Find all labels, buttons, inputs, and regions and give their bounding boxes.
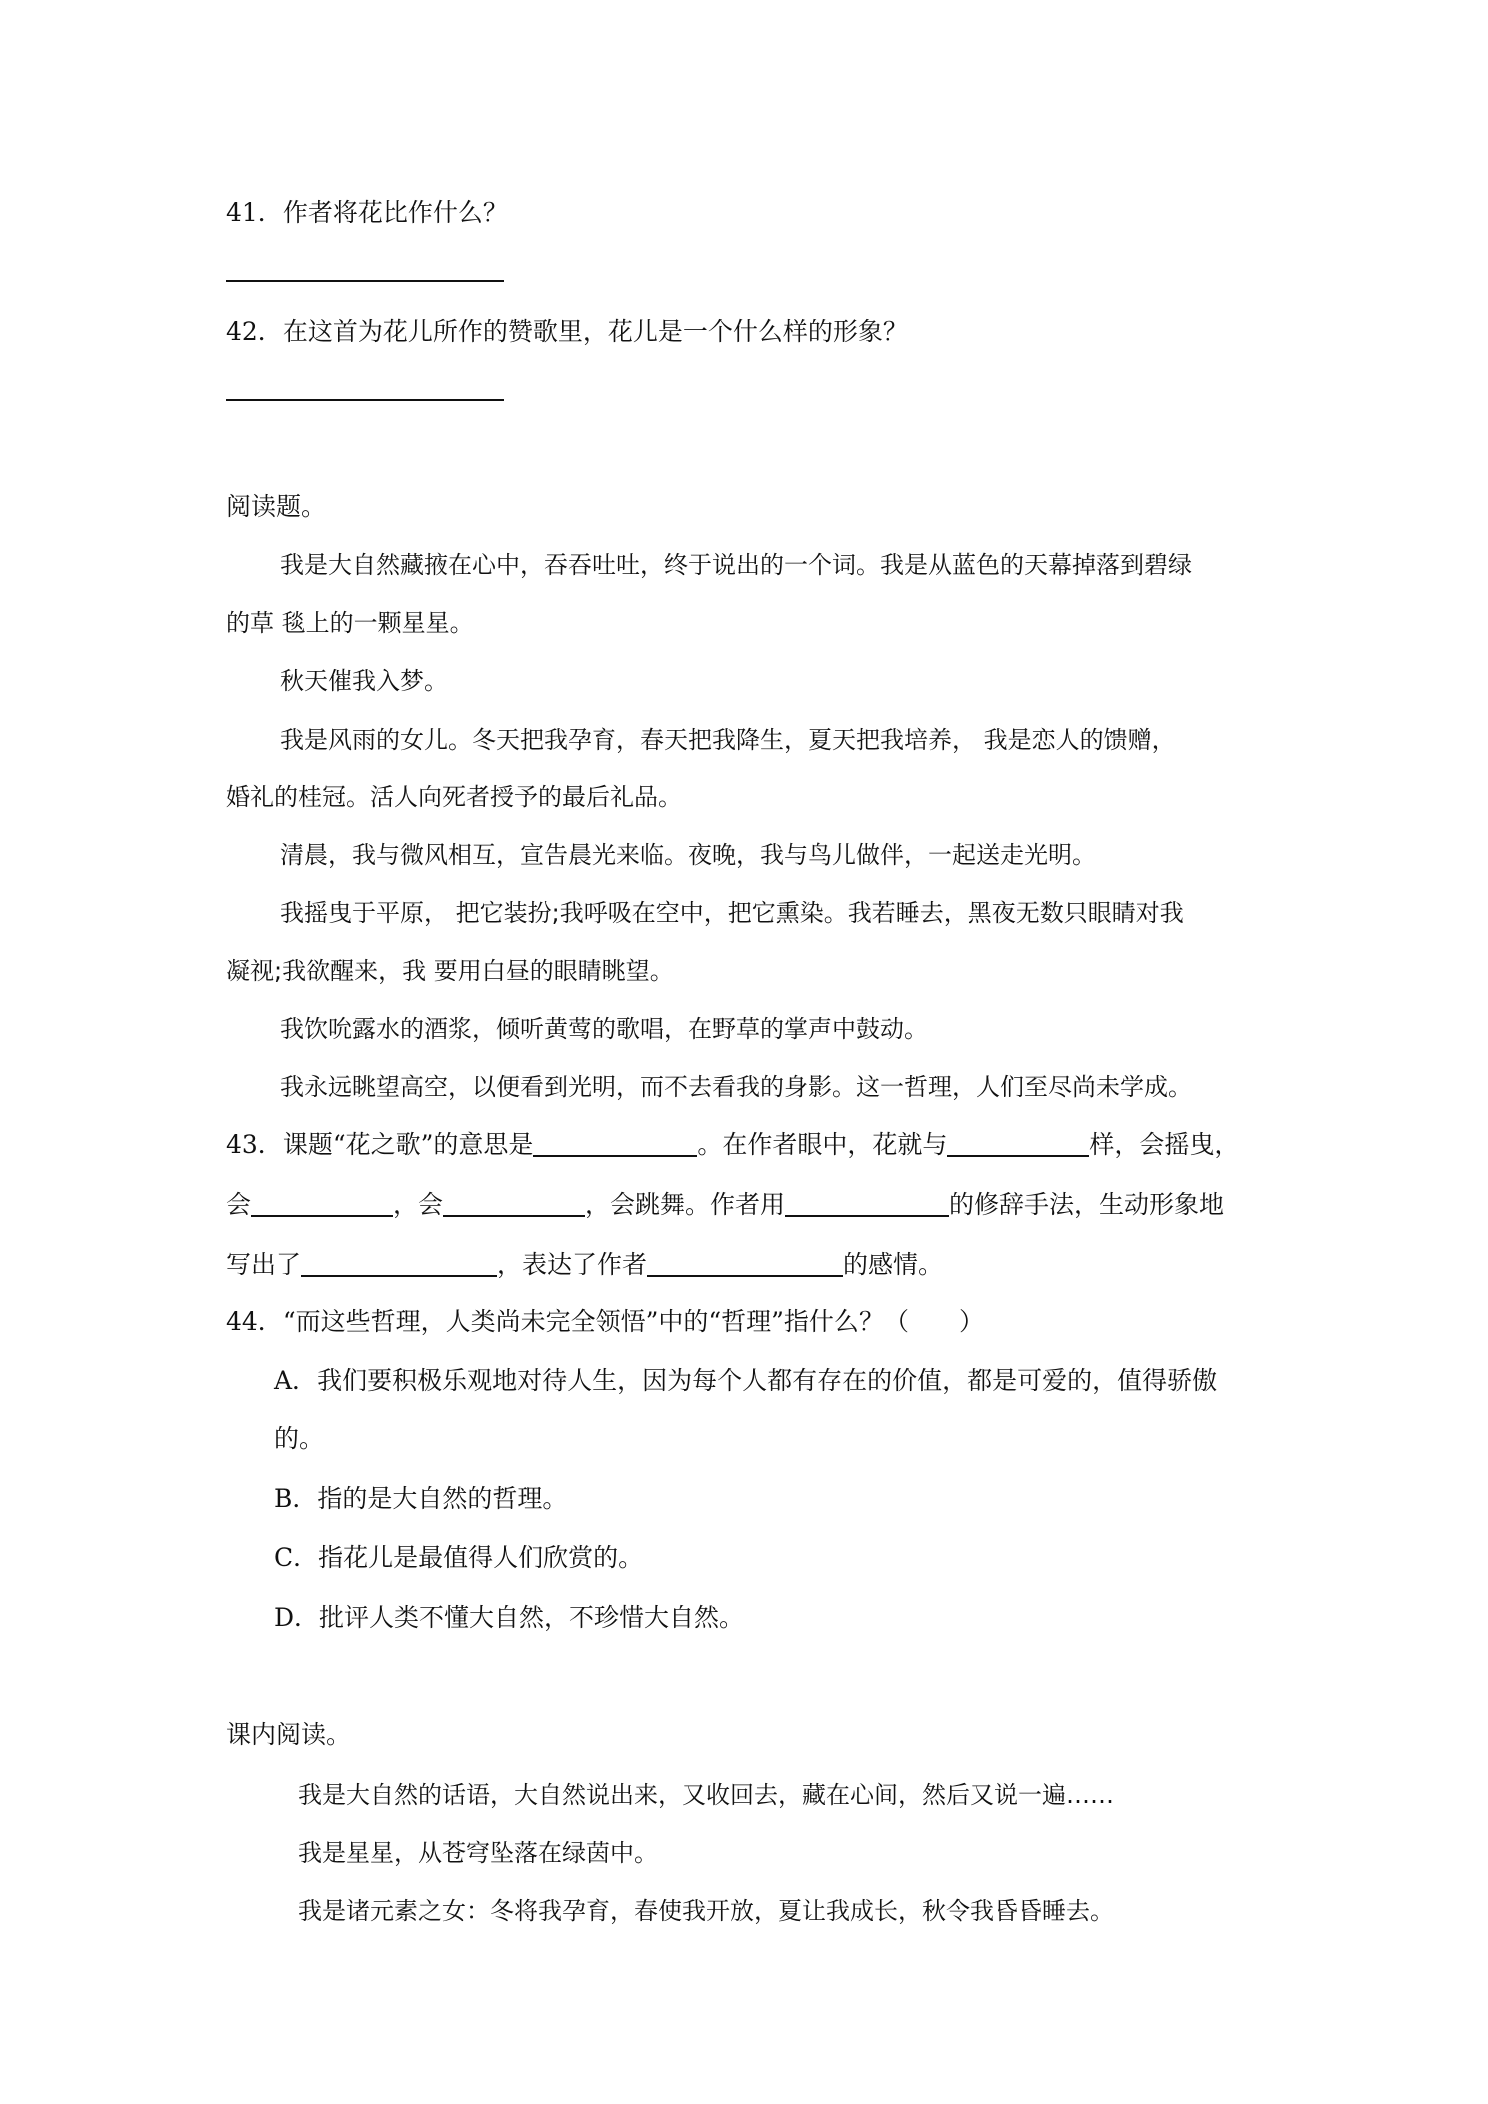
fill-blank-5[interactable] bbox=[785, 1189, 949, 1217]
answer-line-41[interactable] bbox=[226, 280, 504, 282]
option-label: C． bbox=[274, 1543, 319, 1572]
option-label: B． bbox=[274, 1484, 318, 1513]
question-text: 在这首为花儿所作的赞歌里，花儿是一个什么样的形象？ bbox=[282, 317, 908, 346]
option-b[interactable] bbox=[274, 1482, 567, 1516]
fill-blank-3[interactable] bbox=[251, 1189, 393, 1217]
question-text: 写出了 bbox=[226, 1250, 302, 1279]
question-number: 41． bbox=[226, 198, 283, 227]
question-43-line-2 bbox=[226, 1188, 1224, 1222]
question-44 bbox=[226, 1305, 984, 1339]
passage-line: 我永远眺望高空，以便看到光明，而不去看我的身影。这一哲理，人们至尽尚未学成。 bbox=[280, 1073, 1192, 1101]
question-41 bbox=[226, 196, 508, 230]
passage-line: 婚礼的桂冠。活人向死者授予的最后礼品。 bbox=[226, 783, 682, 811]
question-text: ，会跳舞。作者用 bbox=[585, 1190, 786, 1219]
question-text: 的感情。 bbox=[843, 1250, 944, 1279]
option-a-continued bbox=[274, 1422, 324, 1456]
question-text: “而这些哲理，人类尚未完全领悟”中的“哲理”指什么？（ ） bbox=[282, 1307, 984, 1336]
option-text: 批评人类不懂大自然，不珍惜大自然。 bbox=[319, 1603, 745, 1632]
fill-blank-6[interactable] bbox=[301, 1249, 497, 1277]
question-text: 作者将花比作什么？ bbox=[282, 198, 508, 227]
fill-blank-7[interactable] bbox=[647, 1249, 843, 1277]
option-a[interactable] bbox=[274, 1364, 1217, 1398]
option-d[interactable] bbox=[274, 1601, 744, 1635]
question-number: 44． bbox=[226, 1307, 283, 1336]
passage-line: 秋天催我入梦。 bbox=[280, 667, 448, 695]
question-42 bbox=[226, 315, 908, 349]
passage-line: 我是风雨的女儿。冬天把我孕育，春天把我降生，夏天把我培养， 我是恋人的馈赠， bbox=[280, 726, 1176, 754]
question-number: 43． bbox=[226, 1130, 283, 1159]
question-text: ，表达了作者 bbox=[497, 1250, 648, 1279]
passage-line: 我是星星，从苍穹坠落在绿茵中。 bbox=[298, 1839, 658, 1867]
answer-line-42[interactable] bbox=[226, 399, 504, 401]
passage-line: 的草 毯上的一颗星星。 bbox=[226, 609, 474, 637]
question-number: 42． bbox=[226, 317, 283, 346]
option-text: 指花儿是最值得人们欣赏的。 bbox=[318, 1543, 644, 1572]
option-text: 指的是大自然的哲理。 bbox=[317, 1484, 568, 1513]
question-43-line-3 bbox=[226, 1248, 943, 1282]
question-text: 课题“花之歌”的意思是 bbox=[282, 1130, 534, 1159]
question-text: 的修辞手法，生动形象地 bbox=[949, 1190, 1225, 1219]
fill-blank-1[interactable] bbox=[533, 1129, 697, 1157]
question-43-line-1 bbox=[226, 1128, 1239, 1162]
passage-line: 我饮吮露水的酒浆，倾听黄莺的歌唱，在野草的掌声中鼓动。 bbox=[280, 1015, 928, 1043]
passage-line: 清晨，我与微风相互，宣告晨光来临。夜晚，我与鸟儿做伴，一起送走光明。 bbox=[280, 841, 1096, 869]
question-text: 。在作者眼中，花就与 bbox=[697, 1130, 948, 1159]
option-c[interactable] bbox=[274, 1541, 643, 1575]
passage-line: 我是大自然的话语，大自然说出来，又收回去，藏在心间，然后又说一遍…… bbox=[298, 1781, 1114, 1809]
question-text: 会 bbox=[226, 1190, 252, 1219]
option-label: A． bbox=[274, 1366, 318, 1395]
passage-line: 凝视;我欲醒来，我 要用白昼的眼睛眺望。 bbox=[226, 957, 674, 985]
section-title: 阅读题。 bbox=[226, 492, 327, 521]
passage-line: 我是诸元素之女：冬将我孕育，春使我开放，夏让我成长，秋令我昏昏睡去。 bbox=[298, 1897, 1114, 1925]
option-text: 我们要积极乐观地对待人生，因为每个人都有存在的价值，都是可爱的，值得骄傲 bbox=[317, 1366, 1218, 1395]
section-title: 课内阅读。 bbox=[226, 1720, 352, 1749]
fill-blank-2[interactable] bbox=[947, 1129, 1089, 1157]
question-text: ，会 bbox=[393, 1190, 444, 1219]
question-text: 样，会摇曳， bbox=[1089, 1130, 1240, 1159]
passage-line: 我是大自然藏掖在心中，吞吞吐吐，终于说出的一个词。我是从蓝色的天幕掉落到碧绿 bbox=[280, 551, 1192, 579]
fill-blank-4[interactable] bbox=[443, 1189, 585, 1217]
option-text: 的。 bbox=[274, 1424, 325, 1453]
passage-line: 我摇曳于平原， 把它装扮;我呼吸在空中，把它熏染。我若睡去，黑夜无数只眼睛对我 bbox=[280, 899, 1184, 927]
option-label: D． bbox=[274, 1603, 320, 1632]
